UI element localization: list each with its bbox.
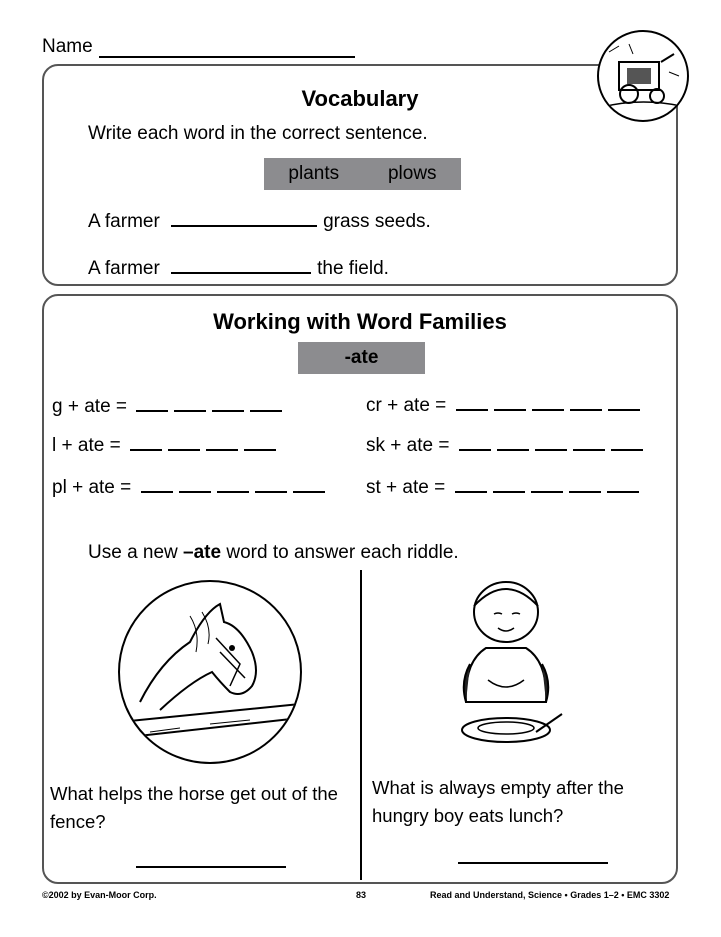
blank[interactable] [570, 409, 602, 411]
blank[interactable] [611, 449, 643, 451]
blank[interactable] [531, 491, 563, 493]
name-field[interactable] [99, 56, 355, 58]
vocabulary-section [42, 64, 678, 286]
sentence-1-suffix: grass seeds. [323, 211, 431, 232]
name-row [42, 36, 355, 58]
word-families-title: Working with Word Families [213, 309, 507, 334]
left-item-3-label: pl + ate = [52, 477, 132, 498]
riddle-instruction-prefix: Use a new [88, 542, 184, 563]
left-item-2 [52, 435, 282, 457]
blank[interactable] [217, 491, 249, 493]
right-item-3-label: st + ate = [366, 477, 446, 498]
blank[interactable] [532, 409, 564, 411]
word-families-section [42, 294, 678, 884]
sentence-2 [88, 258, 389, 280]
blank[interactable] [179, 491, 211, 493]
right-item-3 [366, 477, 645, 499]
blank[interactable] [174, 410, 206, 412]
blank[interactable] [459, 449, 491, 451]
sentence-1-prefix: A farmer [88, 211, 160, 232]
riddle-instruction-suffix: word to answer each riddle. [221, 542, 459, 563]
blank[interactable] [569, 491, 601, 493]
word-bank [264, 158, 461, 190]
right-item-1 [366, 395, 646, 417]
blank[interactable] [136, 410, 168, 412]
blank[interactable] [244, 449, 276, 451]
farm-tractor-icon [597, 30, 689, 122]
blank[interactable] [130, 449, 162, 451]
name-label: Name [42, 36, 93, 57]
footer-series: Read and Understand, Science • Grades 1–2 • EMC 3302 [430, 890, 670, 900]
blank[interactable] [456, 409, 488, 411]
riddle-2: What is always empty after the hungry boy eats lunch? [372, 777, 624, 826]
column-divider [360, 570, 362, 880]
word-family-label: -ate [344, 347, 379, 368]
blank[interactable] [573, 449, 605, 451]
blank[interactable] [250, 410, 282, 412]
vocabulary-instruction: Write each word in the correct sentence. [88, 123, 428, 144]
blank[interactable] [607, 491, 639, 493]
blank[interactable] [535, 449, 567, 451]
right-item-2-label: sk + ate = [366, 435, 450, 456]
riddle-instruction [88, 542, 459, 564]
blank[interactable] [293, 491, 325, 493]
left-item-3 [52, 477, 331, 499]
blank[interactable] [141, 491, 173, 493]
blank[interactable] [168, 449, 200, 451]
blank[interactable] [206, 449, 238, 451]
sentence-1-blank[interactable] [171, 225, 317, 227]
word-family-chip [298, 342, 425, 374]
sentence-2-prefix: A farmer [88, 258, 160, 279]
sentence-2-blank[interactable] [171, 272, 311, 274]
word-bank-plants: plants [288, 163, 340, 184]
left-item-2-label: l + ate = [52, 435, 121, 456]
word-bank-plows: plows [387, 163, 437, 184]
boy-eating-illustration [436, 572, 576, 752]
riddle-1-answer[interactable] [136, 866, 286, 868]
blank[interactable] [255, 491, 287, 493]
sentence-2-suffix: the field. [317, 258, 389, 279]
blank[interactable] [455, 491, 487, 493]
horse-illustration [118, 580, 302, 764]
footer-page-number: 83 [356, 890, 367, 900]
blank[interactable] [494, 409, 526, 411]
blank[interactable] [212, 410, 244, 412]
right-item-2 [366, 435, 649, 457]
blank[interactable] [493, 491, 525, 493]
riddle-1: What helps the horse get out of the fence? [50, 783, 338, 832]
footer-copyright: ©2002 by Evan-Moor Corp. [42, 890, 157, 900]
riddle-2-answer[interactable] [458, 862, 608, 864]
vocabulary-title: Vocabulary [301, 86, 419, 111]
sentence-1 [88, 211, 431, 233]
right-item-1-label: cr + ate = [366, 395, 447, 416]
riddle-instruction-bold: –ate [183, 542, 222, 563]
left-item-1 [52, 396, 288, 418]
blank[interactable] [497, 449, 529, 451]
left-item-1-label: g + ate = [52, 396, 128, 417]
blank[interactable] [608, 409, 640, 411]
